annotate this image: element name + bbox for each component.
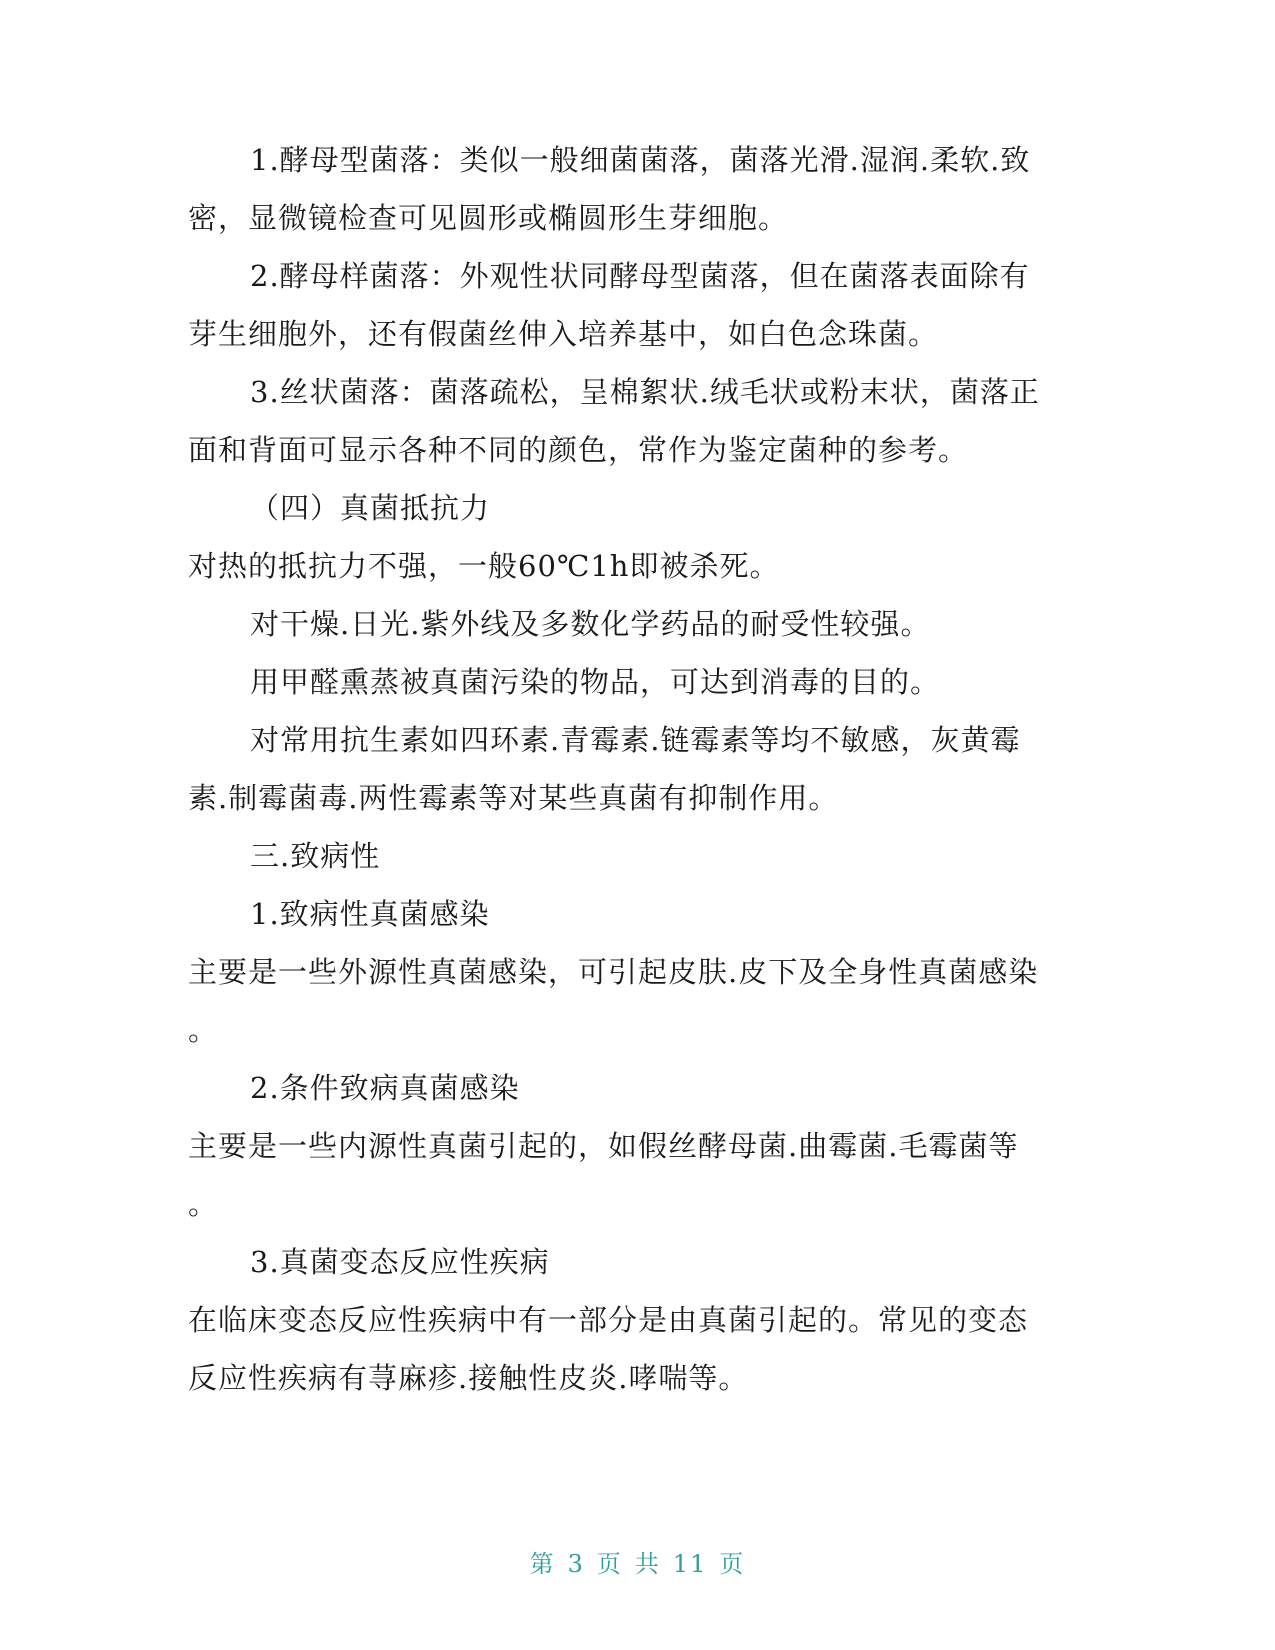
subsection-heading: 3.真菌变态反应性疾病 (250, 1245, 550, 1279)
paragraph-line: 对干燥.日光.紫外线及多数化学药品的耐受性较强。 (250, 607, 931, 641)
page-footer (0, 1544, 1275, 1579)
subsection-heading: 2.条件致病真菌感染 (250, 1071, 520, 1105)
paragraph-line: 主要是一些外源性真菌感染，可引起皮肤.皮下及全身性真菌感染 (188, 955, 1039, 989)
paragraph-line: 密，显微镜检查可见圆形或椭圆形生芽细胞。 (188, 201, 789, 235)
paragraph-line: 对热的抵抗力不强，一般60℃1h即被杀死。 (188, 549, 780, 583)
footer-label-total: 共 (634, 1550, 661, 1578)
footer-label-page-end: 页 (719, 1550, 746, 1578)
paragraph-line: 1.酵母型菌落：类似一般细菌菌落，菌落光滑.湿润.柔软.致 (250, 143, 1031, 177)
subsection-heading: 1.致病性真菌感染 (250, 897, 490, 931)
section-heading: （四）真菌抵抗力 (250, 491, 491, 525)
paragraph-line: 素.制霉菌毒.两性霉素等对某些真菌有抑制作用。 (188, 781, 839, 815)
paragraph-line: 芽生细胞外，还有假菌丝伸入培养基中，如白色念珠菌。 (188, 317, 939, 351)
paragraph-line: 2.酵母样菌落：外观性状同酵母型菌落，但在菌落表面除有 (250, 259, 1030, 293)
footer-total-pages: 11 (672, 1550, 708, 1578)
section-heading: 三.致病性 (250, 839, 381, 873)
paragraph-line: 主要是一些内源性真菌引起的，如假丝酵母菌.曲霉菌.毛霉菌等 (188, 1129, 1019, 1163)
paragraph-line: 用甲醛熏蒸被真菌污染的物品，可达到消毒的目的。 (250, 665, 941, 699)
footer-label-page: 页 (596, 1550, 623, 1578)
paragraph-line: 在临床变态反应性疾病中有一部分是由真菌引起的。常见的变态 (188, 1303, 1029, 1337)
footer-label-prefix: 第 (529, 1550, 556, 1578)
paragraph-line: 。 (188, 1187, 219, 1221)
footer-current-page: 3 (567, 1550, 585, 1578)
paragraph-line: 3.丝状菌落：菌落疏松，呈棉絮状.绒毛状或粉末状，菌落正 (250, 375, 1040, 409)
paragraph-line: 。 (188, 1013, 219, 1047)
paragraph-line: 面和背面可显示各种不同的颜色，常作为鉴定菌种的参考。 (188, 433, 969, 467)
paragraph-line: 对常用抗生素如四环素.青霉素.链霉素等均不敏感，灰黄霉 (250, 723, 1021, 757)
paragraph-line: 反应性疾病有荨麻疹.接触性皮炎.哮喘等。 (188, 1361, 749, 1395)
